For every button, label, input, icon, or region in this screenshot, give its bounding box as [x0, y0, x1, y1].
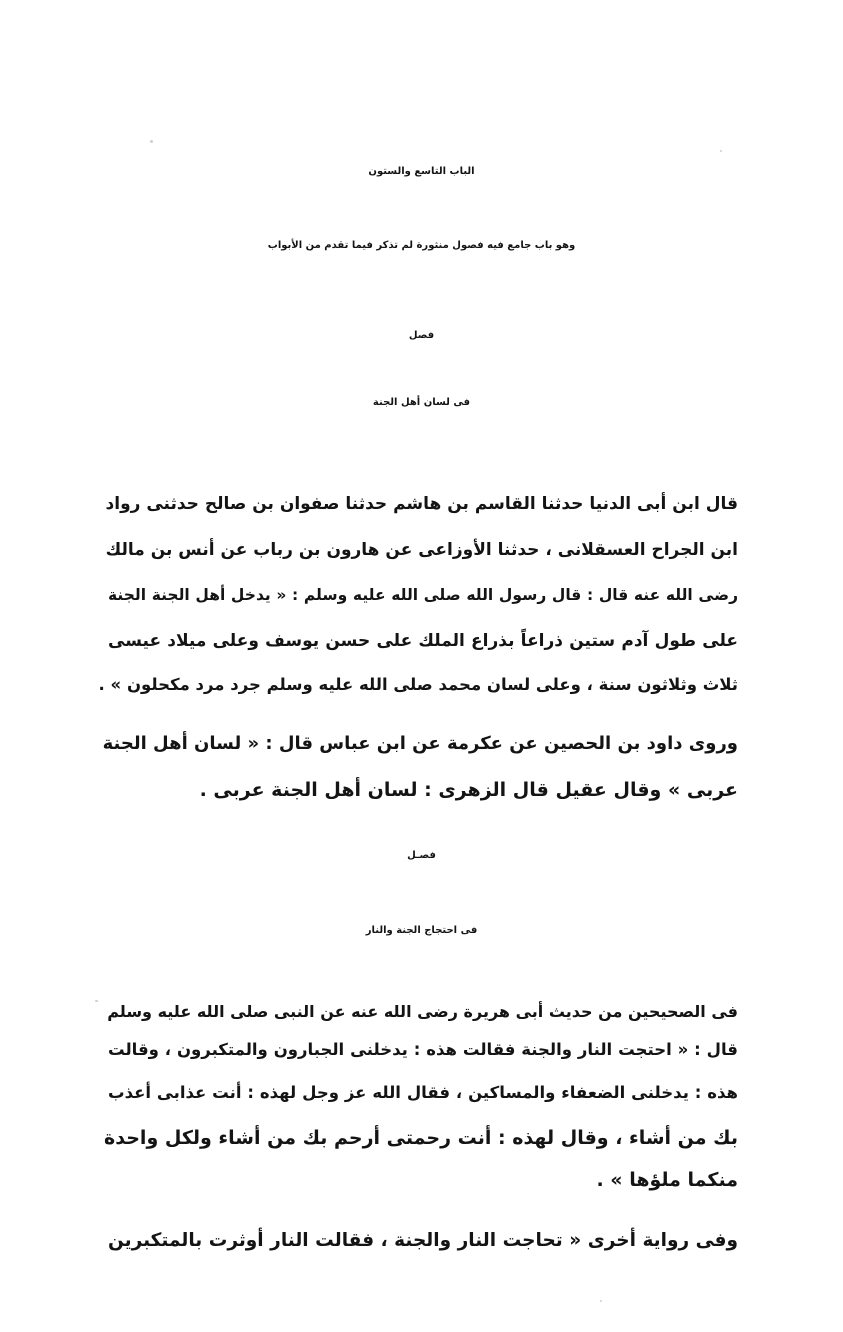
scan-speck [150, 140, 153, 143]
section-subheading: فى لسان أهل الجنة [372, 397, 471, 408]
paragraph-line: وروى داود بن الحصين عن عكرمة عن ابن عباس قال : « لسان أهل الجنة [102, 733, 738, 754]
scan-speck [720, 150, 722, 152]
paragraph-line: قال ابن أبى الدنيا حدثنا القاسم بن هاشم حدثنا صفوان بن صالح حدثنى رواد [105, 494, 738, 514]
paragraph-line: منكما ملؤها » . [596, 1169, 738, 1191]
paragraph-line: بك من أشاء ، وقال لهذه : أنت رحمتى أرحم بك من أشاء ولكل واحدة [104, 1127, 738, 1149]
chapter-title: الباب التاسع والستون [368, 166, 475, 177]
scan-speck [95, 1000, 98, 1002]
paragraph-line: ابن الجراح العسقلانى ، حدثنا الأوزاعى عن هارون بن رباب عن أنس بن مالك [105, 540, 738, 560]
paragraph-line: هذه : يدخلنى الضعفاء والمساكين ، فقال الله عز وجل لهذه : أنت عذابى أعذب [108, 1083, 738, 1102]
paragraph-line: قال : « احتجت النار والجنة فقالت هذه : يدخلنى الجبارون والمتكبرون ، وقالت [108, 1040, 738, 1059]
paragraph-line: رضى الله عنه قال : قال رسول الله صلى الله عليه وسلم : « يدخل أهل الجنة الجنة [108, 586, 738, 604]
section-subheading: فى احتجاج الجنة والنار [365, 925, 478, 936]
paragraph-line: وفى رواية أخرى « تحاجت النار والجنة ، فقالت النار أوثرت بالمتكبرين [108, 1230, 738, 1251]
section-heading: فصـل [407, 850, 436, 861]
section-heading: فصل [408, 330, 435, 341]
chapter-subtitle: وهو باب جامع فيه فصول منثورة لم تذكر فيما تقدم من الأبواب [267, 240, 576, 251]
paragraph-line: عربى » وقال عقيل قال الزهرى : لسان أهل الجنة عربى . [199, 779, 738, 801]
scan-speck [600, 1300, 602, 1302]
paragraph-line: ثلاث وثلاثون سنة ، وعلى لسان محمد صلى الله عليه وسلم جرد مرد مكحلون » . [98, 675, 738, 694]
paragraph-line: فى الصحيحين من حديث أبى هريرة رضى الله عنه عن النبى صلى الله عليه وسلم [107, 1002, 738, 1021]
paragraph-line: على طول آدم ستين ذراعاً بذراع الملك على حسن يوسف وعلى ميلاد عيسى [108, 631, 738, 651]
